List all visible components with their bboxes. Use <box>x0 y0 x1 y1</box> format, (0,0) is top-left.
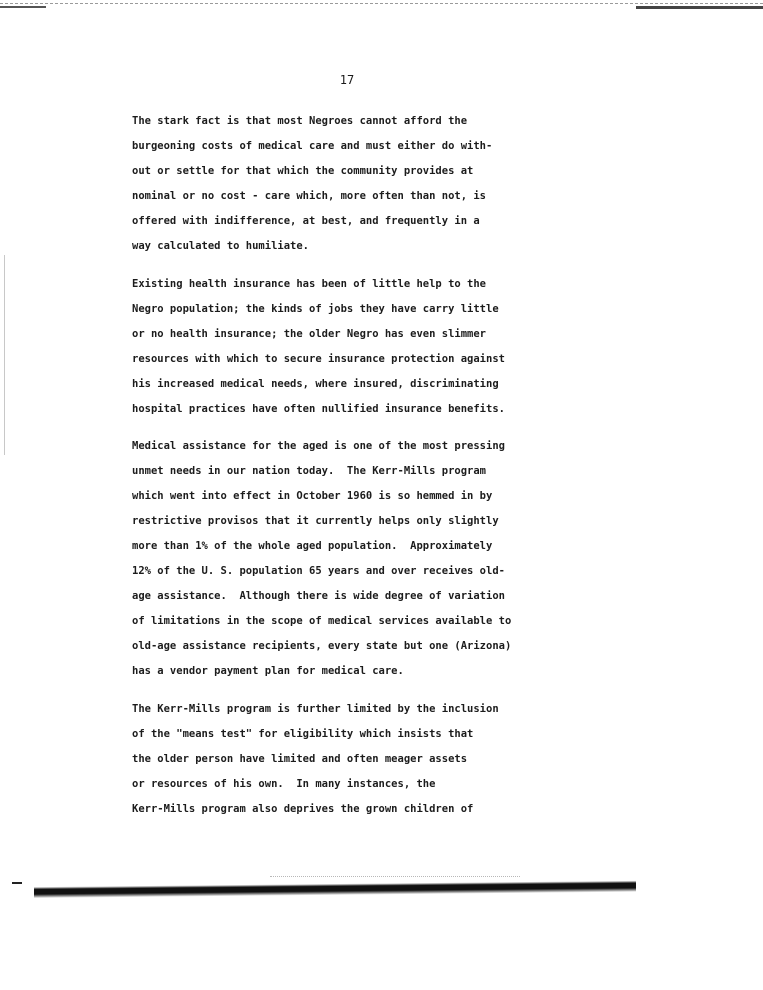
scan-edge-dots <box>0 3 763 4</box>
text-line: of limitations in the scope of medical services available to <box>132 615 512 627</box>
text-line: his increased medical needs, where insured, discriminating <box>132 377 499 390</box>
text-line: which went into effect in October 1960 is so hemmed in by <box>132 490 493 502</box>
scan-edge-mark-left <box>0 6 46 8</box>
text-line: Existing health insurance has been of little help to the <box>132 277 487 290</box>
text-line: resources with which to secure insurance protection against <box>132 352 505 365</box>
text-line: of the "means test" for eligibility which insists that <box>132 727 474 740</box>
paragraph-2 <box>132 272 602 422</box>
text-line: or no health insurance; the older Negro has even slimmer <box>132 327 487 340</box>
text-line: burgeoning costs of medical care and must either do with- <box>132 140 493 152</box>
scan-edge-tick <box>12 882 22 884</box>
paragraph-4 <box>132 697 602 822</box>
scan-margin-mark <box>4 255 5 455</box>
body-text <box>132 109 602 834</box>
text-line: old-age assistance recipients, every state but one (Arizona) <box>132 640 512 652</box>
text-line: age assistance. Although there is wide degree of variation <box>132 590 505 602</box>
text-line: restrictive provisos that it currently helps only slightly <box>132 515 499 527</box>
text-line: out or settle for that which the community provides at <box>132 165 474 177</box>
text-line: Negro population; the kinds of jobs they have carry little <box>132 302 499 315</box>
text-line: The stark fact is that most Negroes cannot afford the <box>132 115 468 127</box>
text-line: way calculated to humiliate. <box>132 240 310 252</box>
text-line: Medical assistance for the aged is one of the most pressing <box>132 440 505 452</box>
text-line: The Kerr-Mills program is further limited by the inclusion <box>132 702 499 715</box>
text-line: has a vendor payment plan for medical care. <box>132 665 404 677</box>
text-line: unmet needs in our nation today. The Kerr-Mills program <box>132 465 487 477</box>
text-line: 12% of the U. S. population 65 years and over receives old- <box>132 565 505 577</box>
paragraph-3 <box>132 434 602 684</box>
scan-edge-mark-right <box>636 6 763 9</box>
text-line: more than 1% of the whole aged population. Approximately <box>132 540 493 552</box>
text-line: hospital practices have often nullified insurance benefits. <box>132 402 505 415</box>
page-number: 17 <box>339 73 355 87</box>
paragraph-1 <box>132 109 602 259</box>
text-line: or resources of his own. In many instances, the <box>132 777 436 790</box>
text-line: Kerr-Mills program also deprives the grown children of <box>132 802 474 815</box>
text-line: the older person have limited and often meager assets <box>132 752 468 765</box>
text-line: offered with indifference, at best, and frequently in a <box>132 215 480 227</box>
text-line: nominal or no cost - care which, more often than not, is <box>132 190 487 202</box>
scan-bottom-rule <box>34 876 636 898</box>
